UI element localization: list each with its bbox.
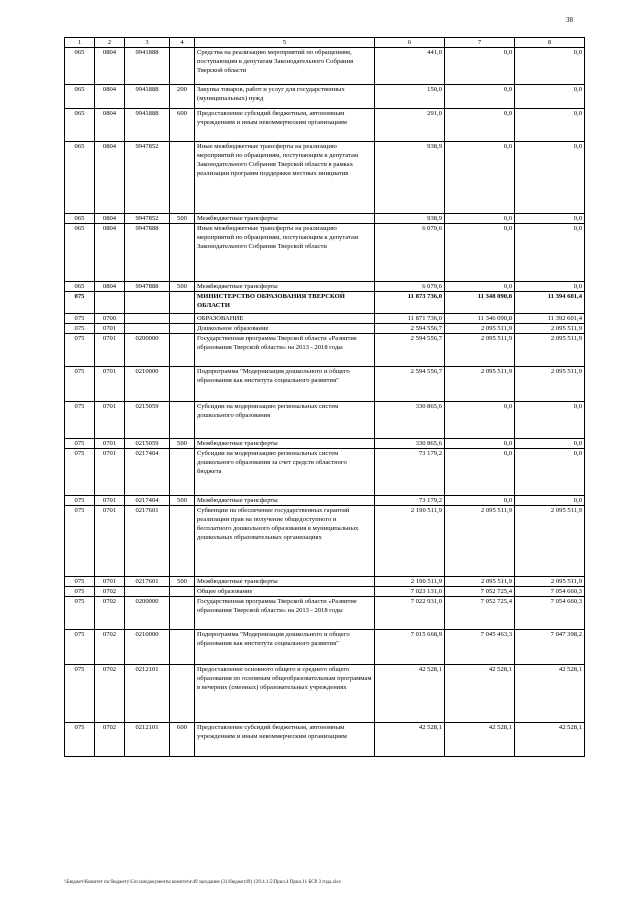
amount-year2-cell: 0,0 <box>445 109 515 142</box>
amount-year1-cell: 2 594 556,7 <box>375 324 445 334</box>
section-code-cell: 0804 <box>95 224 125 282</box>
amount-year2-cell: 42 528,1 <box>445 665 515 723</box>
column-header-2: 2 <box>95 38 125 48</box>
admin-code-cell: 075 <box>65 506 95 577</box>
amount-year2-cell: 2 095 511,9 <box>445 334 515 367</box>
table-row <box>65 314 585 324</box>
page-number: 38 <box>566 16 573 24</box>
section-code-cell: 0702 <box>95 723 125 757</box>
amount-year2-cell: 0,0 <box>445 449 515 496</box>
target-article-cell: 0212101 <box>125 665 170 723</box>
amount-year2-cell: 11 348 090,8 <box>445 292 515 314</box>
amount-year1-cell: 2 190 511,9 <box>375 506 445 577</box>
amount-year3-cell: 11 392 601,4 <box>515 314 585 324</box>
section-code-cell: 0804 <box>95 142 125 214</box>
section-code-cell: 0701 <box>95 402 125 439</box>
expense-type-cell <box>170 597 195 630</box>
expense-type-cell: 500 <box>170 577 195 587</box>
target-article-cell: 0217404 <box>125 496 170 506</box>
expense-type-cell <box>170 314 195 324</box>
target-article-cell: 9947888 <box>125 282 170 292</box>
section-code-cell: 0804 <box>95 48 125 85</box>
admin-code-cell: 075 <box>65 723 95 757</box>
target-article-cell <box>125 292 170 314</box>
section-code-cell: 0700 <box>95 314 125 324</box>
amount-year3-cell: 2 095 511,9 <box>515 506 585 577</box>
description-cell: Общее образование <box>195 587 375 597</box>
amount-year1-cell: 6 079,6 <box>375 224 445 282</box>
expense-type-cell <box>170 224 195 282</box>
amount-year3-cell: 7 054 660,3 <box>515 597 585 630</box>
amount-year3-cell: 11 394 601,4 <box>515 292 585 314</box>
admin-code-cell: 075 <box>65 630 95 665</box>
table-row <box>65 723 585 757</box>
admin-code-cell: 065 <box>65 109 95 142</box>
description-cell: Межбюджетные трансферты <box>195 439 375 449</box>
target-article-cell: 9941888 <box>125 109 170 142</box>
amount-year2-cell: 0,0 <box>445 48 515 85</box>
table-row <box>65 402 585 439</box>
table-row <box>65 597 585 630</box>
section-code-cell: 0702 <box>95 587 125 597</box>
table-body <box>65 48 585 757</box>
section-code-cell: 0804 <box>95 214 125 224</box>
table-row <box>65 665 585 723</box>
amount-year3-cell: 42 528,1 <box>515 665 585 723</box>
section-code-cell: 0701 <box>95 439 125 449</box>
amount-year1-cell: 938,9 <box>375 214 445 224</box>
target-article-cell: 9947852 <box>125 142 170 214</box>
amount-year1-cell: 7 015 668,9 <box>375 630 445 665</box>
amount-year3-cell: 0,0 <box>515 85 585 109</box>
amount-year3-cell: 0,0 <box>515 109 585 142</box>
table-row <box>65 367 585 402</box>
table-row <box>65 630 585 665</box>
section-code-cell: 0701 <box>95 506 125 577</box>
amount-year3-cell: 2 095 511,9 <box>515 324 585 334</box>
expense-type-cell <box>170 630 195 665</box>
description-cell: Государственная программа Тверской области «Развитие образования Тверской области» на 2013 - 2018 годы <box>195 597 375 630</box>
amount-year2-cell: 0,0 <box>445 224 515 282</box>
amount-year3-cell: 0,0 <box>515 214 585 224</box>
description-cell: Межбюджетные трансферты <box>195 577 375 587</box>
expense-type-cell <box>170 48 195 85</box>
admin-code-cell: 075 <box>65 449 95 496</box>
admin-code-cell: 065 <box>65 48 95 85</box>
amount-year3-cell: 0,0 <box>515 496 585 506</box>
column-header-7: 7 <box>445 38 515 48</box>
target-article-cell <box>125 587 170 597</box>
description-cell: Подпрограмма "Модернизация дошкольного и общего образования как института социального развития" <box>195 630 375 665</box>
amount-year1-cell: 42 528,1 <box>375 665 445 723</box>
amount-year1-cell: 42 528,1 <box>375 723 445 757</box>
description-cell: Субвенции на обеспечение государственных гарантий реализации прав на получение общедоступного и бесплатного дошкольного образования в муниципальных дошкольных образовательных организациях <box>195 506 375 577</box>
section-code-cell: 0702 <box>95 597 125 630</box>
expense-type-cell <box>170 334 195 367</box>
table-row <box>65 282 585 292</box>
expense-type-cell: 500 <box>170 214 195 224</box>
table-row <box>65 449 585 496</box>
admin-code-cell: 075 <box>65 402 95 439</box>
description-cell: Закупка товаров, работ и услуг для государственных (муниципальных) нужд <box>195 85 375 109</box>
amount-year1-cell: 7 023 131,0 <box>375 587 445 597</box>
description-cell: Предоставление субсидий бюджетным, автономным учреждениям и иным некоммерческим организациям <box>195 109 375 142</box>
amount-year1-cell: 150,0 <box>375 85 445 109</box>
description-cell: Межбюджетные трансферты <box>195 496 375 506</box>
table-row <box>65 506 585 577</box>
amount-year3-cell: 0,0 <box>515 449 585 496</box>
amount-year3-cell: 7 047 398,2 <box>515 630 585 665</box>
amount-year1-cell: 73 179,2 <box>375 496 445 506</box>
target-article-cell: 9941888 <box>125 48 170 85</box>
amount-year1-cell: 2 594 556,7 <box>375 367 445 402</box>
target-article-cell: 9947852 <box>125 214 170 224</box>
amount-year2-cell: 0,0 <box>445 214 515 224</box>
amount-year1-cell: 11 871 736,0 <box>375 314 445 324</box>
admin-code-cell: 075 <box>65 597 95 630</box>
admin-code-cell: 075 <box>65 496 95 506</box>
expense-type-cell <box>170 506 195 577</box>
target-article-cell <box>125 324 170 334</box>
description-cell: Межбюджетные трансферты <box>195 214 375 224</box>
amount-year3-cell: 2 095 511,9 <box>515 334 585 367</box>
description-cell: Дошкольное образование <box>195 324 375 334</box>
admin-code-cell: 075 <box>65 292 95 314</box>
amount-year1-cell: 2 190 511,9 <box>375 577 445 587</box>
amount-year3-cell: 7 054 660,3 <box>515 587 585 597</box>
amount-year2-cell: 2 095 511,9 <box>445 577 515 587</box>
amount-year2-cell: 0,0 <box>445 85 515 109</box>
description-cell: Средства на реализацию мероприятий по обращениям, поступающим к депутатам Законодательного Собрания Тверской области <box>195 48 375 85</box>
target-article-cell: 0217601 <box>125 577 170 587</box>
amount-year1-cell: 330 865,6 <box>375 439 445 449</box>
section-code-cell: 0804 <box>95 109 125 142</box>
table-row <box>65 142 585 214</box>
column-header-1: 1 <box>65 38 95 48</box>
target-article-cell: 0215059 <box>125 402 170 439</box>
description-cell: Подпрограмма "Модернизация дошкольного и общего образования как института социального развития" <box>195 367 375 402</box>
section-code-cell: 0804 <box>95 85 125 109</box>
target-article-cell: 0200000 <box>125 597 170 630</box>
table-row <box>65 48 585 85</box>
amount-year1-cell: 330 865,6 <box>375 402 445 439</box>
target-article-cell: 0215059 <box>125 439 170 449</box>
admin-code-cell: 075 <box>65 577 95 587</box>
section-code-cell: 0701 <box>95 324 125 334</box>
column-header-6: 6 <box>375 38 445 48</box>
table-row <box>65 292 585 314</box>
expense-type-cell <box>170 324 195 334</box>
amount-year2-cell: 2 095 511,9 <box>445 506 515 577</box>
budget-table <box>64 37 585 757</box>
section-code-cell: 0701 <box>95 367 125 402</box>
target-article-cell: 0210000 <box>125 630 170 665</box>
amount-year2-cell: 0,0 <box>445 402 515 439</box>
amount-year3-cell: 2 095 511,9 <box>515 367 585 402</box>
admin-code-cell: 075 <box>65 324 95 334</box>
description-cell: Субсидии на модернизацию региональных систем дошкольного образования за счет средств областного бюджета <box>195 449 375 496</box>
description-cell: Субсидии на модернизацию региональных систем дошкольного образования <box>195 402 375 439</box>
description-cell: Государственная программа Тверской области «Развитие образования Тверской области» на 2013 - 2018 годы <box>195 334 375 367</box>
table-row <box>65 324 585 334</box>
amount-year1-cell: 938,9 <box>375 142 445 214</box>
target-article-cell: 0217601 <box>125 506 170 577</box>
amount-year2-cell: 0,0 <box>445 496 515 506</box>
table-row <box>65 334 585 367</box>
description-cell: Иные межбюджетные трансферты на реализацию мероприятий по обращениям, поступающим к депутатам Законодательного Собрания Тверской области <box>195 224 375 282</box>
description-cell: МИНИСТЕРСТВО ОБРАЗОВАНИЯ ТВЕРСКОЙ ОБЛАСТИ <box>195 292 375 314</box>
amount-year3-cell: 0,0 <box>515 282 585 292</box>
amount-year3-cell: 0,0 <box>515 402 585 439</box>
table-row <box>65 224 585 282</box>
column-header-4: 4 <box>170 38 195 48</box>
amount-year3-cell: 0,0 <box>515 142 585 214</box>
amount-year2-cell: 0,0 <box>445 282 515 292</box>
table-row <box>65 587 585 597</box>
amount-year1-cell: 291,0 <box>375 109 445 142</box>
expense-type-cell: 200 <box>170 85 195 109</box>
expense-type-cell <box>170 292 195 314</box>
amount-year2-cell: 0,0 <box>445 142 515 214</box>
target-article-cell: 0212101 <box>125 723 170 757</box>
amount-year2-cell: 7 052 725,4 <box>445 587 515 597</box>
amount-year1-cell: 7 022 931,0 <box>375 597 445 630</box>
section-code-cell: 0701 <box>95 496 125 506</box>
amount-year2-cell: 7 045 463,3 <box>445 630 515 665</box>
amount-year2-cell: 11 346 090,8 <box>445 314 515 324</box>
column-header-3: 3 <box>125 38 170 48</box>
file-path-footer: \\Бюджет\Комитет по бюджету\Сессия\документы комитета\49 заседание (31\бюджет49) 129.4.1.5\Прил.4 Прил.11 БСР 3 года.xlsx <box>64 880 341 885</box>
admin-code-cell: 065 <box>65 282 95 292</box>
amount-year3-cell: 0,0 <box>515 439 585 449</box>
amount-year1-cell: 11 873 736,0 <box>375 292 445 314</box>
table-row <box>65 496 585 506</box>
table-row <box>65 577 585 587</box>
description-cell: ОБРАЗОВАНИЕ <box>195 314 375 324</box>
target-article-cell: 0210000 <box>125 367 170 402</box>
column-header-8: 8 <box>515 38 585 48</box>
amount-year2-cell: 0,0 <box>445 439 515 449</box>
admin-code-cell: 075 <box>65 314 95 324</box>
description-cell: Предоставление основного общего и среднего общего образования по основным общеобразовательным программам в вечерних (сменных) образовательных учреждениях <box>195 665 375 723</box>
target-article-cell: 0217404 <box>125 449 170 496</box>
target-article-cell: 9941888 <box>125 85 170 109</box>
admin-code-cell: 075 <box>65 439 95 449</box>
amount-year1-cell: 441,0 <box>375 48 445 85</box>
section-code-cell <box>95 292 125 314</box>
expense-type-cell <box>170 142 195 214</box>
admin-code-cell: 065 <box>65 85 95 109</box>
table-header-row <box>65 38 585 48</box>
expense-type-cell: 500 <box>170 282 195 292</box>
description-cell: Межбюджетные трансферты <box>195 282 375 292</box>
target-article-cell: 9947888 <box>125 224 170 282</box>
expense-type-cell <box>170 449 195 496</box>
amount-year2-cell: 2 095 511,9 <box>445 324 515 334</box>
amount-year3-cell: 0,0 <box>515 224 585 282</box>
amount-year2-cell: 7 052 725,4 <box>445 597 515 630</box>
admin-code-cell: 075 <box>65 665 95 723</box>
amount-year1-cell: 2 594 556,7 <box>375 334 445 367</box>
amount-year3-cell: 0,0 <box>515 48 585 85</box>
amount-year2-cell: 2 095 511,9 <box>445 367 515 402</box>
expense-type-cell: 500 <box>170 496 195 506</box>
expense-type-cell <box>170 587 195 597</box>
admin-code-cell: 075 <box>65 587 95 597</box>
amount-year1-cell: 6 079,6 <box>375 282 445 292</box>
expense-type-cell <box>170 402 195 439</box>
expense-type-cell: 500 <box>170 439 195 449</box>
admin-code-cell: 065 <box>65 142 95 214</box>
description-cell: Иные межбюджетные трансферты на реализацию мероприятий по обращениям, поступающим к депутатам Законодательного Собрания Тверской области в рамках реализации программ поддержки местных инициатив <box>195 142 375 214</box>
admin-code-cell: 065 <box>65 214 95 224</box>
column-header-5: 5 <box>195 38 375 48</box>
admin-code-cell: 075 <box>65 367 95 402</box>
amount-year2-cell: 42 528,1 <box>445 723 515 757</box>
section-code-cell: 0702 <box>95 665 125 723</box>
section-code-cell: 0701 <box>95 449 125 496</box>
description-cell: Предоставление субсидий бюджетным, автономным учреждениям и иным некоммерческим организациям <box>195 723 375 757</box>
admin-code-cell: 075 <box>65 334 95 367</box>
amount-year3-cell: 2 095 511,9 <box>515 577 585 587</box>
expense-type-cell <box>170 367 195 402</box>
target-article-cell: 0200000 <box>125 334 170 367</box>
target-article-cell <box>125 314 170 324</box>
admin-code-cell: 065 <box>65 224 95 282</box>
expense-type-cell <box>170 665 195 723</box>
table-row <box>65 85 585 109</box>
section-code-cell: 0702 <box>95 630 125 665</box>
expense-type-cell: 600 <box>170 109 195 142</box>
amount-year3-cell: 42 528,1 <box>515 723 585 757</box>
table-row <box>65 109 585 142</box>
section-code-cell: 0701 <box>95 577 125 587</box>
table-row <box>65 214 585 224</box>
section-code-cell: 0804 <box>95 282 125 292</box>
table-row <box>65 439 585 449</box>
amount-year1-cell: 73 179,2 <box>375 449 445 496</box>
section-code-cell: 0701 <box>95 334 125 367</box>
expense-type-cell: 600 <box>170 723 195 757</box>
